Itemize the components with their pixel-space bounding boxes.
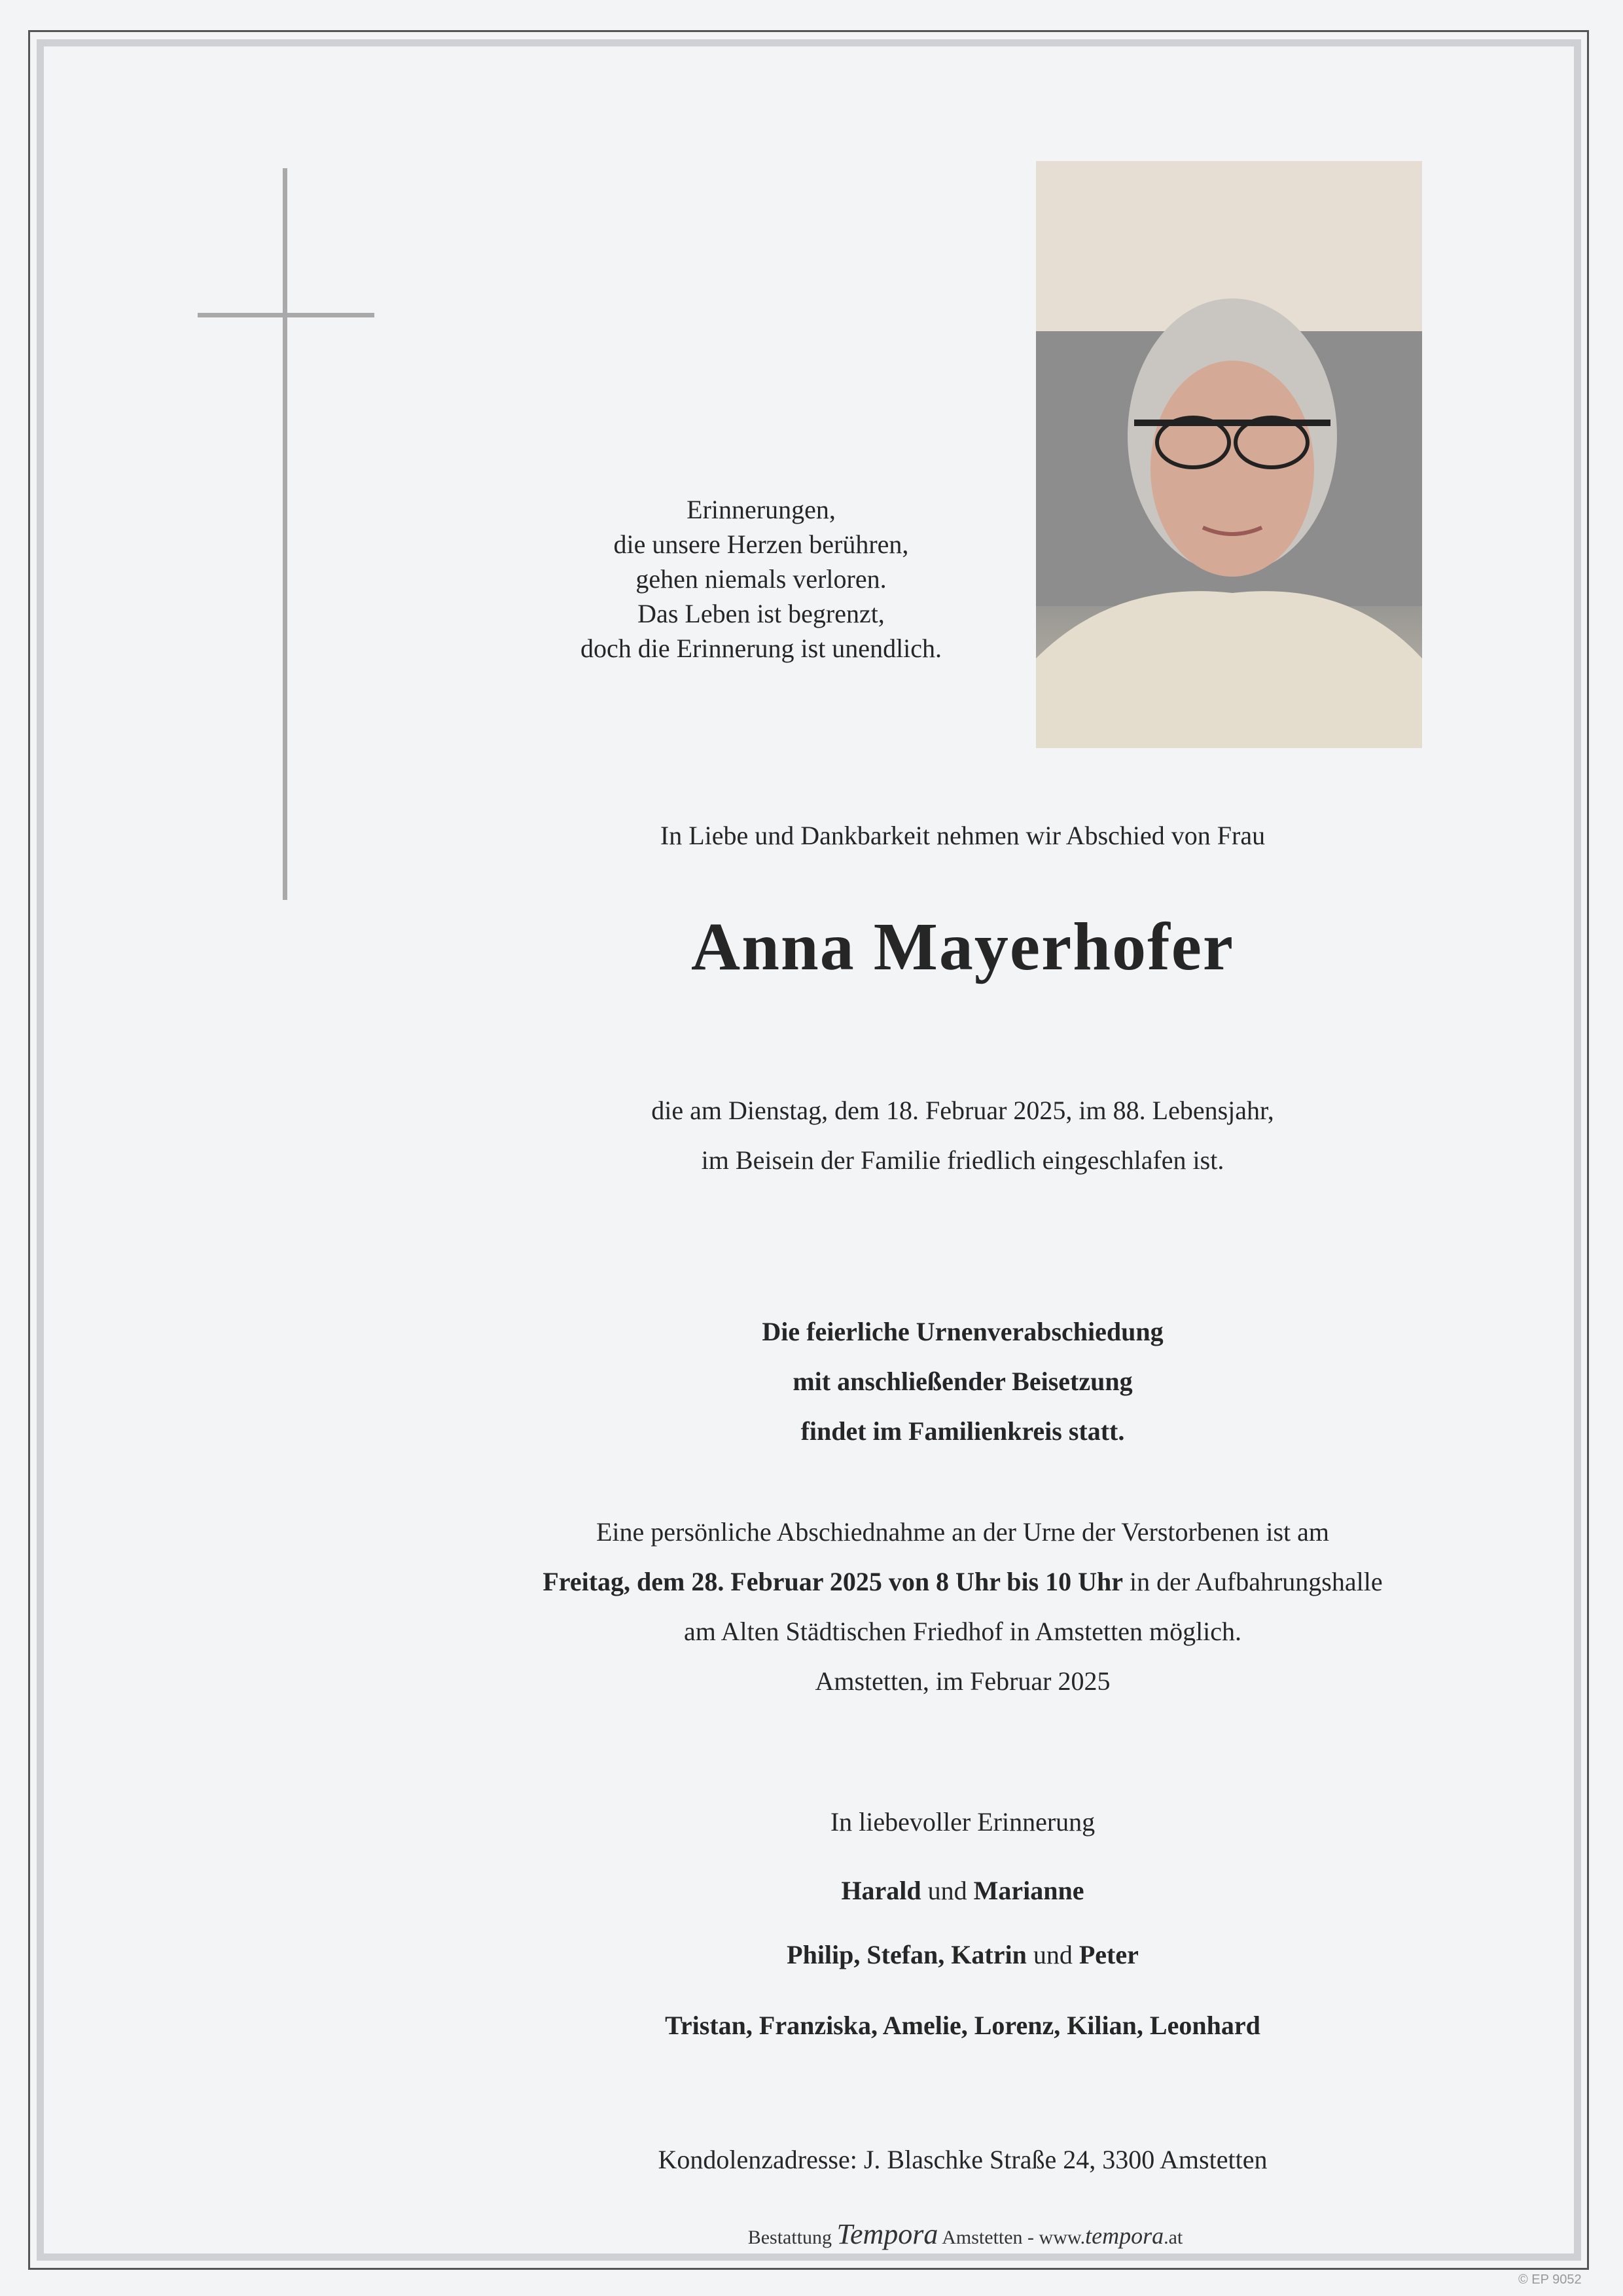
cross-vertical: [283, 168, 287, 900]
death-notice: [308, 1086, 1617, 1185]
portrait-photo: [1036, 161, 1422, 748]
farewell-line: Eine persönliche Abschiednahme an der Urne der Verstorbenen ist am: [596, 1517, 1329, 1547]
poem-line: gehen niemals verloren.: [635, 564, 887, 594]
condolence-address: Kondolenzadresse: J. Blaschke Straße 24, 3300 Amstetten: [658, 2145, 1268, 2174]
poem-line: die unsere Herzen berühren,: [613, 529, 909, 559]
farewell-notice: [308, 1507, 1617, 1706]
conjunction: und: [921, 1876, 974, 1905]
mourners-row: [308, 1930, 1617, 1980]
brand-logo: Tempora: [836, 2218, 938, 2250]
death-line: im Beisein der Familie friedlich eingeschlafen ist.: [701, 1145, 1224, 1175]
footer-text: Amstetten - www.: [938, 2227, 1086, 2248]
death-line: die am Dienstag, dem 18. Februar 2025, im 88. Lebensjahr,: [651, 1096, 1274, 1125]
mourners-heading: In liebevoller Erinnerung: [830, 1807, 1096, 1837]
ceremony-line: findet im Familienkreis statt.: [800, 1416, 1125, 1446]
mourner-name: Philip, Stefan, Katrin: [787, 1940, 1027, 1969]
cross-horizontal: [198, 313, 374, 317]
place-date: Amstetten, im Februar 2025: [815, 1666, 1111, 1696]
farewell-date: Freitag, dem 28. Februar 2025 von 8 Uhr bis 10 Uhr: [543, 1567, 1124, 1596]
ceremony-line: mit anschließender Beisetzung: [793, 1367, 1133, 1396]
poem-line: Erinnerungen,: [687, 495, 836, 524]
farewell-location: in der Aufbahrungshalle: [1123, 1567, 1383, 1596]
brand-url: tempora: [1085, 2223, 1164, 2249]
footer-text: Bestattung: [747, 2227, 837, 2248]
farewell-line: [308, 1557, 1617, 1607]
funeral-home-footer: [720, 2217, 1211, 2251]
mourners-row: Tristan, Franziska, Amelie, Lorenz, Kilian, Leonhard: [665, 2011, 1260, 2040]
mourner-name: Harald: [841, 1876, 921, 1905]
mourner-name: Marianne: [973, 1876, 1084, 1905]
intro-text: In Liebe und Dankbarkeit nehmen wir Abschied von Frau: [660, 821, 1266, 850]
portrait-illustration: [1036, 161, 1422, 748]
farewell-line: am Alten Städtischen Friedhof in Amstetten möglich.: [683, 1617, 1242, 1646]
deceased-name: Anna Mayerhofer: [690, 909, 1235, 984]
product-code: © EP 9052: [1518, 2272, 1582, 2287]
mourners-row: [308, 1866, 1617, 1916]
footer-text: .at: [1164, 2227, 1183, 2248]
mourner-name: Peter: [1079, 1940, 1139, 1969]
poem-line: Das Leben ist begrenzt,: [637, 599, 885, 628]
poem: [434, 492, 1088, 666]
ceremony-notice: [308, 1307, 1617, 1456]
conjunction: und: [1026, 1940, 1079, 1969]
ceremony-line: Die feierliche Urnenverabschiedung: [762, 1317, 1164, 1346]
poem-line: doch die Erinnerung ist unendlich.: [580, 634, 942, 663]
